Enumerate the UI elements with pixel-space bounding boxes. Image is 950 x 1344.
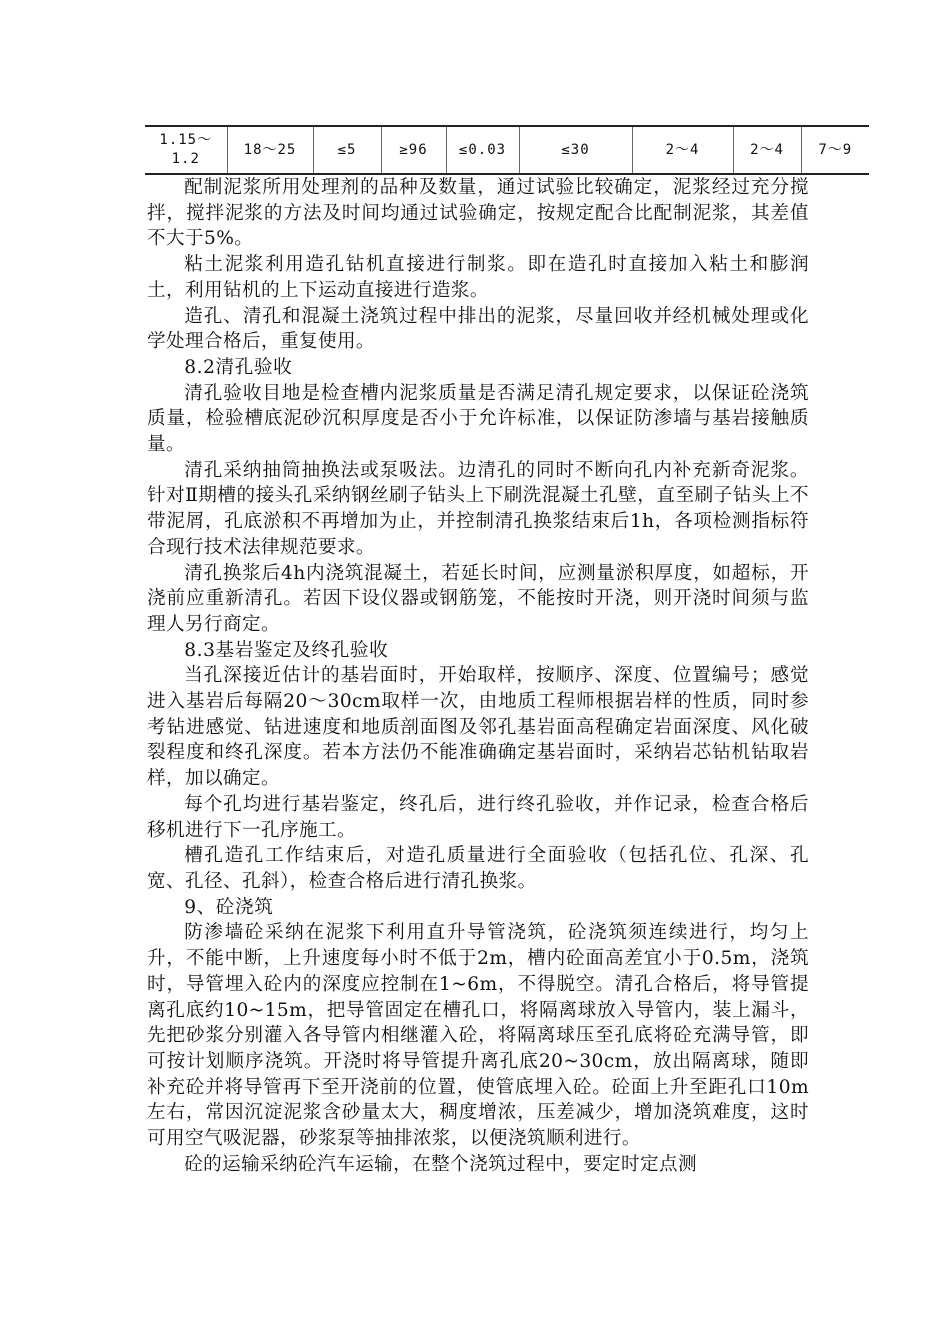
table-cell: ≤30	[519, 126, 632, 174]
table-row	[145, 126, 869, 174]
table-cell: ≤5	[313, 126, 381, 174]
table-cell: 2～4	[632, 126, 733, 174]
paragraph: 砼的运输采纳砼汽车运输，在整个浇筑过程中，要定时定点测	[184, 1153, 698, 1175]
table-cell: ≤0.03	[446, 126, 519, 174]
paragraph: 配制泥浆所用处理剂的品种及数量，通过试验比较确定，泥浆经过充分搅拌，搅拌泥浆的方法及时间均通过试验确定，按规定配合比配制泥浆，其差值不大于5%。	[147, 177, 809, 250]
table-cell: ≥96	[381, 126, 446, 174]
paragraph: 每个孔均进行基岩鉴定，终孔后，进行终孔验收，并作记录，检查合格后移机进行下一孔序施工。	[147, 793, 809, 841]
table-cell: 18～25	[227, 126, 313, 174]
table-cell: 2～4	[733, 126, 801, 174]
paragraph: 粘土泥浆利用造孔钻机直接进行制浆。即在造孔时直接加入粘土和膨润土，利用钻机的上下运动直接进行造浆。	[147, 254, 809, 301]
table-cell: 1.15～ 1.2	[159, 132, 213, 167]
paragraph: 防渗墙砼采纳在泥浆下利用直升导管浇筑，砼浇筑须连续进行，均匀上升，不能中断，上升速度每小时不低于2m，槽内砼面高差宜小于0.5m，浇筑时，导管埋入砼内的深度应控制在1~6m，不得脱空。清孔合格后，将导管提离孔底约10~15m，把导管固定在槽孔口，将隔离球放入导管内，装上漏斗，先把砂浆分别灌入各导管内相继灌入砼，将隔离球压至孔底将砼充满导管，即可按计划顺序浇筑。开浇时将导管提升离孔底20~30cm，放出隔离球，随即补充砼并将导管再下至开浇前的位置，使管底埋入砼。砼面上升至距孔口10m左右，常因沉淀泥浆含砂量太大，稠度增浓，压差减少，增加浇筑难度，这时可用空气吸泥器，砂浆泵等抽排浓浆，以便浇筑顺利进行。	[147, 922, 809, 1150]
parameter-table	[145, 125, 869, 175]
section-heading: 8.2清孔验收	[184, 356, 293, 378]
section-heading: 9、砼浇筑	[184, 896, 274, 918]
paragraph: 清孔验收目地是检查槽内泥浆质量是否满足清孔规定要求，以保证砼浇筑质量，检验槽底泥砂沉积厚度是否小于允许标准，以保证防渗墙与基岩接触质量。	[147, 382, 809, 456]
paragraph: 清孔换浆后4h内浇筑混凝土，若延长时间，应测量淤积厚度，如超标，开浇前应重新清孔。若因下设仪器或钢筋笼，不能按时开浇，则开浇时间须与监理人另行商定。	[147, 562, 809, 635]
body-text	[147, 175, 809, 1177]
paragraph: 清孔采纳抽筒抽换法或泵吸法。边清孔的同时不断向孔内补充新奇泥浆。针对Ⅱ期槽的接头孔采纳钢丝刷子钻头上下刷洗混凝土孔壁，直至刷子钻头上不带泥屑，孔底淤积不再增加为止，并控制清孔换浆结束后1h，各项检测指标符合现行技术法律规范要求。	[147, 459, 809, 558]
paragraph: 当孔深接近估计的基岩面时，开始取样，按顺序、深度、位置编号；感觉进入基岩后每隔20～30cm取样一次，由地质工程师根据岩样的性质，同时参考钻进感觉、钻进速度和地质剖面图及邻孔基岩面高程确定岩面深度、风化破裂程度和终孔深度。若本方法仍不能准确确定基岩面时，采纳岩芯钻机钻取岩样，加以确定。	[147, 665, 809, 790]
paragraph: 槽孔造孔工作结束后，对造孔质量进行全面验收（包括孔位、孔深、孔宽、孔径、孔斜），检查合格后进行清孔换浆。	[147, 845, 809, 892]
paragraph: 造孔、清孔和混凝土浇筑过程中排出的泥浆，尽量回收并经机械处理或化学处理合格后，重复使用。	[147, 305, 809, 353]
table-cell: 7～9	[801, 126, 869, 174]
section-heading: 8.3基岩鉴定及终孔验收	[184, 639, 389, 661]
